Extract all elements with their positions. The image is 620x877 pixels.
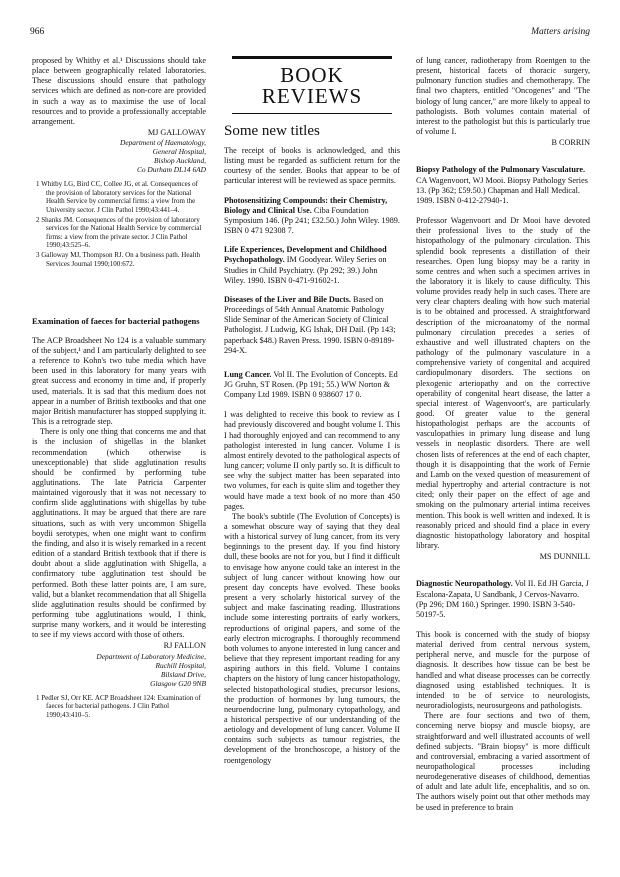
article-title: Examination of faeces for bacterial pathogens [32, 316, 200, 327]
affiliation-line: Ruchill Hospital, [155, 660, 206, 670]
signature-name: RJ FALLON [163, 641, 206, 651]
affiliation-line: Department of Haematology, [119, 138, 206, 148]
reference-item: 3 Galloway MJ, Thompson RJ. On a business path. Health Services Journal 1990;100:672. [36, 251, 200, 268]
reference-item: 1 Pedler SJ, Orr KE. ACP Broadsheet 124: Examination of faeces for bacterial pathogens. J Clin Pathol 1990;43:410–5. [36, 693, 201, 719]
book-review-heading [224, 370, 400, 400]
book-review-heading [416, 165, 590, 206]
reference-item: 2 Shanks JM. Consequences of the provision of laboratory services for the National Health Service by commercial firms: a view from the private sector. J Clin Pathol 1990;43:525–6. [36, 215, 202, 250]
review-paragraph: The book's subtitle (The Evolution of Concepts) is a somewhat obscure way of saying that they deal with a historical survey of lung cancer, from its very beginnings to the present day. If you find history dull, these books are not for you, but I find it difficult to envisage how anyone could take an interest in the subject of lung cancer without knowing how our present day concepts have evolved. These books present a very scholarly historical survey of the subject and make fascinating reading. Illustrations include some interesting portraits of early workers, reproductions of original papers, and some of the early electron micrographs. I thoroughly recommend both volumes to anyone interested in lung cancer and believe that they represent important reading for any aspiring authors in this field. Volume I contains chapters on the history of lung cancer histopathology, selected histopathological studies, precursor lesions, the production of hormones by lung tumours, the neuroendocrine lung, pulmonary cytopathology, and a historical perspective of our understanding of the aetiology and development of lung cancer. Volume II contains such subjects as tumour registries, the development of the bronchoscope, a history of the roentgenology [224, 511, 400, 765]
running-head: Matters arising [531, 27, 590, 37]
book-title: Biopsy Pathology of the Pulmonary Vasculature. [416, 165, 586, 175]
listing-intro: The receipt of books is acknowledged, and this listing must be regarded as sufficient return for the courtesy of the sender. Books that appear to be of particular interest will be reviewed as space permits. [224, 146, 400, 186]
subsection-title: Some new titles [224, 123, 320, 139]
column-left [32, 56, 206, 719]
book-title: Lung Cancer. [224, 369, 272, 379]
signature-affiliation [32, 138, 206, 174]
reviewer-signature: MS DUNNILL [539, 552, 590, 562]
signature-name: MJ GALLOWAY [147, 128, 206, 138]
book-title: Photosensitizing Compounds: their Chemistry, Biology and Clinical Use. [224, 195, 388, 215]
book-details: Vol II. Ed JH Garcia, J Escalona-Zapata, U Sandbank, J Cervos-Navarro. (Pp 296; DM 160.) Springer. 1990. ISBN 3-540-50197-5. [416, 579, 589, 619]
affiliation-line: Co Durham DL14 6AD [136, 165, 206, 175]
book-details: IM Goodyear. Wiley Series on Studies in Child Psychiatry. (Pp 292; 39.) John Wiley. 1990. ISBN 0-471-91602-1. [224, 255, 387, 285]
review-paragraph: This book is concerned with the study of biopsy material derived from central nervous system, peripheral nerve, and muscle for the purpose of diagnosis. It describes how tissue can be best be handled and what disease processes can be correctly diagnosed using established techniques. It is intended to be of service to neurologists, neuroradiologists, neurosurgeons and pathologists. [416, 629, 590, 711]
affiliation-line: Glasgow G20 9NB [150, 678, 206, 688]
signature-affiliation [32, 652, 206, 688]
reference-item: 1 Whitby LG, Bird CC, Collee JG, et al. Consequences of the provision of laboratory services for the National Health Service by commercial firms: a view from the University sector. J Clin Pathol 1990;43:441–4. [36, 180, 199, 215]
book-listing [224, 196, 400, 237]
reference-list [32, 694, 206, 720]
affiliation-line: Department of Laboratory Medicine, [96, 651, 206, 661]
body-paragraph: The ACP Broadsheet No 124 is a valuable summary of the subject,¹ and I am particularly delighted to see a reference to Kohn's two tube media which have been used in this laboratory for many years with great success and economy in time and, if properly used, materials. It is sad that this medium does not appear in a number of British textbooks and that one major British manufacturer has stopped supplying it. This is a retrograde step. [32, 335, 206, 427]
book-details: Vol II. The Evolution of Concepts. Ed JG Gruhn, ST Rosen. (Pp 191; 55.) WW Norton & Company Ltd 1989. ISBN 0 938607 17 0. [224, 369, 398, 400]
book-listing [224, 295, 400, 356]
review-paragraph: of lung cancer, radiotherapy from Roentgen to the present, historical facets of thoracic surgery, pulmonary function studies and chemotherapy. The final two chapters, entitled "Oncogenes" and "The biology of lung cancer," are more likely to appeal to pathologists. Both volumes contain material of interest to the pathologist but this is particularly true of volume I. [416, 56, 590, 137]
book-review-heading [416, 579, 590, 620]
book-title: Diagnostic Neuropathology. [416, 579, 513, 589]
book-listing [224, 245, 400, 286]
column-right [416, 56, 590, 813]
book-details: Ciba Foundation Symposium 146. (Pp 241; £32.50.) John Wiley. 1989. ISBN 0 471 92308 7. [224, 205, 400, 236]
page-header [30, 27, 590, 41]
letter-ending-text: proposed by Whitby et al.¹ Discussions should take place between geographically related laboratories. These discussions should ensure that pathology services which are defined as non-core are provided in such a way as to maximise the use of local resources and to provide a professionally acceptable arrangement. [32, 56, 206, 126]
book-details: Based on Proceedings of 54th Annual Anatomic Pathology Slide Seminar of the American Society of Clinical Pathologist. J Ludwig, KG Ishak, DH Dail. (Pp 143; paperback $48.) Raven Press. 1990. ISBN 0-89189-294-X. [224, 294, 396, 355]
column-middle [224, 56, 400, 766]
affiliation-line: Bilsland Drive, [160, 669, 206, 679]
reviewer-signature: B CORRIN [551, 138, 590, 148]
review-paragraph: I was delighted to receive this book to review as I had previously discovered and bought volume I. This I had thoroughly enjoyed and can recommend to any pathologist interested in lung cancer. Volume I is almost entirely devoted to the pathological aspects of lung cancer; volume II only partly so. It is difficult to see why the subject matter has been separated into two volumes, for each is quite slim and together they would have made a text book of no more than 450 pages. [224, 410, 400, 511]
book-title: Life Experiences, Development and Childhood Psychopathology. [224, 245, 387, 265]
affiliation-line: General Hospital, [152, 147, 206, 157]
book-details: CA Wagenvoort, WJ Mooi. Biopsy Pathology Series 13. (Pp 362; £59.50.) Chapman and Hall Medical. 1989. ISBN 0-412-27940-1. [416, 175, 588, 205]
page-number: 966 [30, 27, 45, 37]
reference-list [32, 180, 206, 268]
affiliation-line: Bishop Auckland, [153, 156, 206, 166]
review-paragraph: Professor Wagenvoort and Dr Mooi have devoted their professional lives to the study of the histopathology of the pulmonary circulation. This splendid book represents a distillation of their researches. Open lung biopsy may be a rarity in some centres and when such a specimen arrives in the laboratory it is likely to cause difficulty. This volume provides ready help in such cases. There are very clear chapters dealing with how such material is to be obtained and processed. A straightforward description of the microanatomy of the normal pulmonary circulation precedes a series of exhaustive and well illustrated chapters on the pathology of the pulmonary vasculature in a comprehensive variety of congenital and acquired cardiopulmonary disorders. The sections on plexogenic arteriopathy and on the corrective operability of congenital heart disease, the latter a special interest of Wagenvoort's, are particularly good. Of greater value to the general histopathologist perhaps are the accounts of vasculopathies in primary lung disease and lung vessels in neoplastic disorders. There are well chosen lists of references at the end of each chapter, though it is disappointing that the work of Fernie and Lamb on the vexed question of measurement of medial hypertrophy and arterial contracture is not cited; only their paper on the effect of age and smoking on the pulmonary arterial intima receives mention. This book is well written and indexed. It is reasonably priced and should find a place in every diagnostic histopathology laboratory and hospital library. [416, 216, 590, 551]
body-paragraph: There is only one thing that concerns me and that is the inclusion of shigellas in the blanket recommendation (which otherwise is unexceptionable) that slide agglutination results should be confirmed by performing tube agglutinations. The late Patricia Carpenter maintained vigorously that it was not necessary to confirm slide agglutinations with shigellas by tube agglutinations. It may be argued that there are rare situations, such as with very uncommon Shigella boydii serotypes, when one might want to confirm the finding, and also it is wisely remarked in a recent edition of a standard British textbook that if there is doubt about a slide agglutination with Shigella, a confirmatory tube agglutination test should be performed. Both these latter points are, I am sure, valid, but a blanket recommendation that all Shigella slide agglutination results should be confirmed by performing tube agglutinations would, I think, surprise many workers, and it would be interesting to see if my views accord with those of others. [32, 427, 206, 640]
section-title: BOOK REVIEWS [232, 56, 392, 114]
review-paragraph: There are four sections and two of them, concerning nerve biopsy and muscle biopsy, are straightforward and well illustrated accounts of well defined subjects. "Brain biopsy" is more difficult and controversial, embracing a varied assortment of neuropathological processes including neurodegenerative diseases of childhood, dementias of adult and late adult life, encephalitis, and so on. The authors wisely point out that other methods may be used in preference to brain [416, 711, 590, 812]
book-title: Diseases of the Liver and Bile Ducts. [224, 294, 351, 304]
